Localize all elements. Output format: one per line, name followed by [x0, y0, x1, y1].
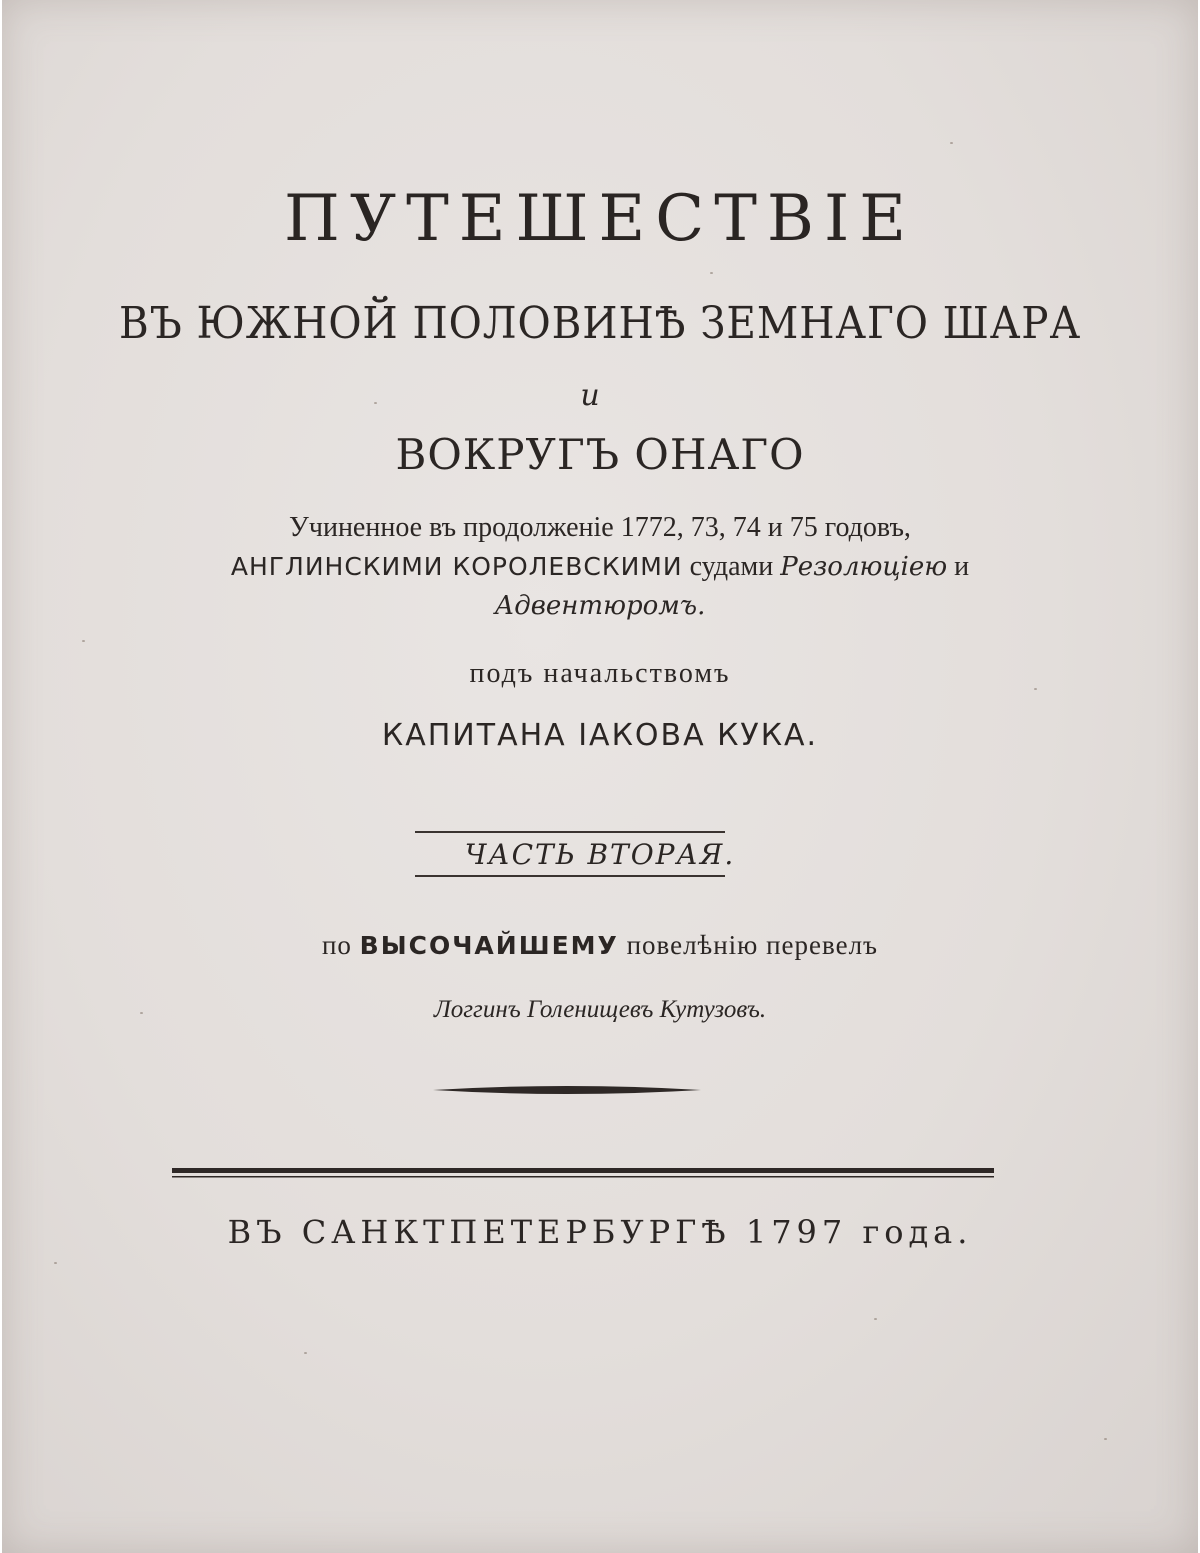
paper-speck: [374, 402, 377, 404]
order-caps: ВЫСОЧАЙШЕМУ: [359, 931, 619, 960]
description-line-1: Учиненное въ продолженіе 1772, 73, 74 и 75 годовъ,: [289, 512, 911, 543]
paper-speck: [874, 1318, 877, 1320]
book-title: ПУТЕШЕСТВІЕ: [284, 182, 916, 256]
paper-speck: [710, 272, 713, 274]
captain-name: КАПИТАНА ІАКОВА КУКА.: [381, 718, 819, 753]
order-rest: повелѣнію перевелъ: [626, 930, 879, 960]
ship-name-resolution: Резолюціею: [780, 552, 948, 582]
paper-speck: [304, 1352, 307, 1354]
publisher-rule-thick: [172, 1168, 994, 1173]
paper-speck: [54, 1262, 57, 1264]
paper-speck: [82, 640, 85, 642]
description-ships-caps: АНГЛИНСКИМИ КОРОЛЕВСКИМИ: [230, 552, 683, 581]
translator-name: Логгинъ Голенищевъ Кутузовъ.: [433, 996, 767, 1023]
ornamental-rules: [2, 0, 1198, 1553]
description-conjunction: и: [954, 551, 970, 582]
paper-speck: [1104, 1438, 1107, 1440]
publisher-imprint: ВЪ САНКТПЕТЕРБУРГѢ 1797 года.: [227, 1213, 973, 1251]
order-prefix: по: [321, 930, 352, 960]
paper-speck: [950, 142, 953, 144]
description-ships-word: судами: [689, 551, 774, 582]
ship-name-adventure: Адвентюромъ.: [494, 591, 706, 621]
paper-speck: [1034, 688, 1037, 690]
part-label: ЧАСТЬ ВТОРАЯ.: [464, 838, 736, 871]
subtitle-line-1: ВЪ ЮЖНОЙ ПОЛОВИНѢ ЗЕМНАГО ШАРА: [118, 298, 1082, 349]
tapered-rule: [433, 1086, 701, 1094]
title-page: [2, 0, 1198, 1553]
publisher-rule-thin: [172, 1176, 994, 1178]
paper-speck: [140, 1012, 143, 1014]
subtitle-conjunction: и: [580, 378, 600, 413]
command-phrase: подъ начальствомъ: [469, 658, 731, 689]
subtitle-line-2: ВОКРУГЪ ОНАГО: [395, 430, 805, 479]
